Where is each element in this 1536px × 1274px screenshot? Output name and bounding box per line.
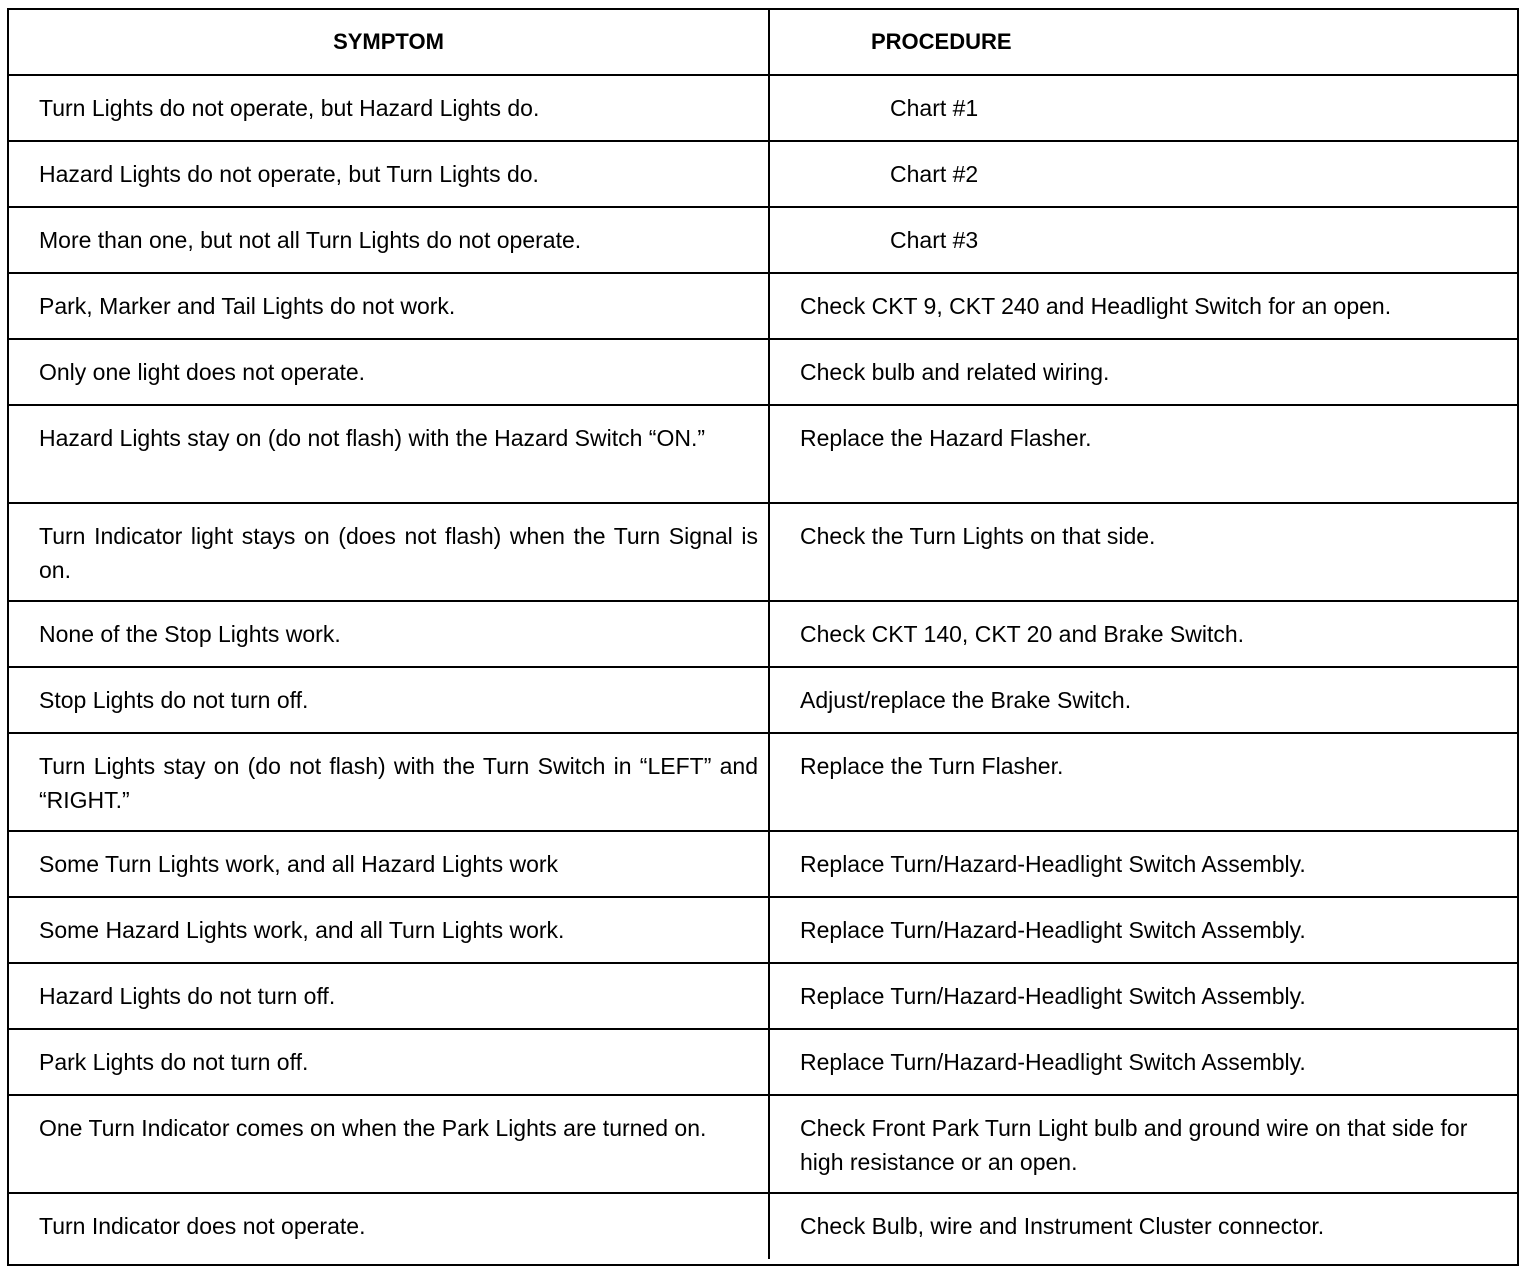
procedure-cell: Chart #2: [769, 141, 1517, 207]
symptom-cell: Some Hazard Lights work, and all Turn Lights work.: [9, 897, 769, 963]
symptom-cell: Turn Lights stay on (do not flash) with the Turn Switch in “LEFT” and “RIGHT.”: [9, 733, 769, 831]
procedure-cell: Check bulb and related wiring.: [769, 339, 1517, 405]
table-row: [9, 831, 1517, 897]
procedure-cell: Check CKT 140, CKT 20 and Brake Switch.: [769, 601, 1517, 667]
symptom-column-header: SYMPTOM: [9, 10, 769, 75]
procedure-cell: Replace Turn/Hazard-Headlight Switch Assembly.: [769, 897, 1517, 963]
table-row: [9, 1193, 1517, 1259]
symptom-cell: Only one light does not operate.: [9, 339, 769, 405]
symptom-cell: Hazard Lights do not turn off.: [9, 963, 769, 1029]
table-row: [9, 1029, 1517, 1095]
procedure-cell: Replace the Hazard Flasher.: [769, 405, 1517, 503]
procedure-cell: Replace Turn/Hazard-Headlight Switch Assembly.: [769, 1029, 1517, 1095]
table-row: [9, 667, 1517, 733]
symptom-cell: More than one, but not all Turn Lights do not operate.: [9, 207, 769, 273]
table-row: [9, 141, 1517, 207]
procedure-cell: Replace Turn/Hazard-Headlight Switch Assembly.: [769, 963, 1517, 1029]
symptom-cell: Hazard Lights stay on (do not flash) with the Hazard Switch “ON.”: [9, 405, 769, 503]
procedure-cell: Replace Turn/Hazard-Headlight Switch Assembly.: [769, 831, 1517, 897]
table-row: [9, 503, 1517, 601]
symptom-cell: None of the Stop Lights work.: [9, 601, 769, 667]
table-row: [9, 207, 1517, 273]
procedure-cell: Check the Turn Lights on that side.: [769, 503, 1517, 601]
symptom-cell: Park, Marker and Tail Lights do not work.: [9, 273, 769, 339]
table-row: [9, 963, 1517, 1029]
procedure-cell: Check Bulb, wire and Instrument Cluster connector.: [769, 1193, 1517, 1259]
table-row: [9, 273, 1517, 339]
symptom-cell: Hazard Lights do not operate, but Turn Lights do.: [9, 141, 769, 207]
procedure-cell: Adjust/replace the Brake Switch.: [769, 667, 1517, 733]
symptom-cell: Park Lights do not turn off.: [9, 1029, 769, 1095]
procedure-cell: Replace the Turn Flasher.: [769, 733, 1517, 831]
table-row: [9, 1095, 1517, 1193]
symptom-cell: One Turn Indicator comes on when the Park Lights are turned on.: [9, 1095, 769, 1193]
diagnosis-table-frame: [7, 8, 1519, 1266]
table-row: [9, 339, 1517, 405]
table-row: [9, 601, 1517, 667]
procedure-cell: Check Front Park Turn Light bulb and ground wire on that side for high resistance or an open.: [769, 1095, 1517, 1193]
table-header-row: [9, 10, 1517, 75]
table-row: [9, 75, 1517, 141]
diagnosis-table: [9, 10, 1517, 1259]
symptom-cell: Stop Lights do not turn off.: [9, 667, 769, 733]
table-row: [9, 897, 1517, 963]
table-row: [9, 405, 1517, 503]
table-row: [9, 733, 1517, 831]
symptom-cell: Turn Indicator light stays on (does not flash) when the Turn Signal is on.: [9, 503, 769, 601]
procedure-cell: Chart #1: [769, 75, 1517, 141]
procedure-cell: Chart #3: [769, 207, 1517, 273]
symptom-cell: Turn Lights do not operate, but Hazard Lights do.: [9, 75, 769, 141]
symptom-cell: Some Turn Lights work, and all Hazard Lights work: [9, 831, 769, 897]
symptom-cell: Turn Indicator does not operate.: [9, 1193, 769, 1259]
procedure-column-header: PROCEDURE: [769, 10, 1517, 75]
procedure-cell: Check CKT 9, CKT 240 and Headlight Switch for an open.: [769, 273, 1517, 339]
